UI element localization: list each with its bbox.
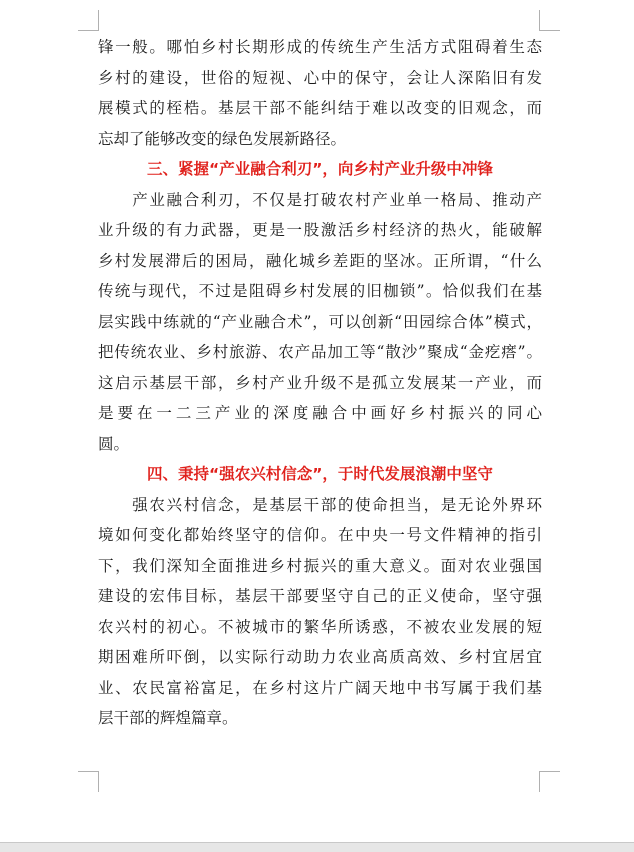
text-line: 锋一般。哪怕乡村长期形成的传统生产生活方式阻碍着生态 bbox=[98, 38, 542, 56]
text-line: 农兴村的初心。不被城市的繁华所诱惑，不被农业发展的短 bbox=[98, 617, 542, 636]
section-heading-4: 四、秉持“强农兴村信念”，于时代发展浪潮中坚守 bbox=[147, 465, 493, 483]
text-line: 忘却了能够改变的绿色发展新路径。 bbox=[98, 129, 347, 148]
text-line: 把传统农业、乡村旅游、农产品加工等“散沙”聚成“金疙瘩”。 bbox=[98, 343, 542, 361]
section-heading-3: 三、紧握“产业融合利刃”，向乡村产业升级中冲锋 bbox=[147, 160, 493, 178]
text-line: 是要在一二三产业的深度融合中画好乡村振兴的同心 bbox=[98, 404, 542, 422]
paragraph bbox=[98, 185, 542, 460]
text-line: 圆。 bbox=[98, 434, 130, 453]
text-line: 层实践中练就的“产业融合术”，可以创新“田园综合体”模式， bbox=[98, 312, 542, 331]
text-line: 展模式的桎梏。基层干部不能纠结于难以改变的旧观念，而 bbox=[98, 99, 542, 117]
text-line: 境如何变化都始终坚守的信仰。在中央一号文件精神的指引 bbox=[98, 526, 542, 544]
paragraph bbox=[98, 490, 542, 734]
text-line: 期困难所吓倒，以实际行动助力农业高质高效、乡村宜居宜 bbox=[98, 648, 542, 666]
text-line: 业、农民富裕富足，在乡村这片广阔天地中书写属于我们基 bbox=[98, 678, 542, 697]
text-line: 传统与现代，不过是阻碍乡村发展的旧枷锁”。恰似我们在基 bbox=[98, 282, 542, 300]
text-line: 这启示基层干部，乡村产业升级不是孤立发展某一产业，而 bbox=[98, 373, 542, 392]
text-line: 乡村的建设，世俗的短视、心中的保守，会让人深陷旧有发 bbox=[98, 68, 542, 87]
text-line: 层干部的辉煌篇章。 bbox=[98, 709, 238, 727]
text-line: 业升级的有力武器，更是一股激活乡村经济的热火，能破解 bbox=[98, 221, 542, 239]
text-line: 建设的宏伟目标，基层干部要坚守自己的正义使命，坚守强 bbox=[98, 587, 542, 605]
document-body[interactable] bbox=[98, 32, 542, 734]
text-line: 产业融合利刃，不仅是打破农村产业单一格局、推动产 bbox=[98, 190, 542, 209]
text-line: 下，我们深知全面推进乡村振兴的重大意义。面对农业强国 bbox=[98, 556, 542, 575]
paragraph bbox=[98, 32, 542, 154]
page-corner-mark-top-right bbox=[539, 10, 560, 31]
text-line: 乡村发展滞后的困局，融化城乡差距的坚冰。正所谓，“什么 bbox=[98, 251, 542, 270]
text-line: 强农兴村信念，是基层干部的使命担当，是无论外界环 bbox=[98, 495, 542, 514]
page-corner-mark-top-left bbox=[78, 10, 99, 31]
page-corner-mark-bottom-left bbox=[78, 771, 99, 792]
page-corner-mark-bottom-right bbox=[539, 771, 560, 792]
